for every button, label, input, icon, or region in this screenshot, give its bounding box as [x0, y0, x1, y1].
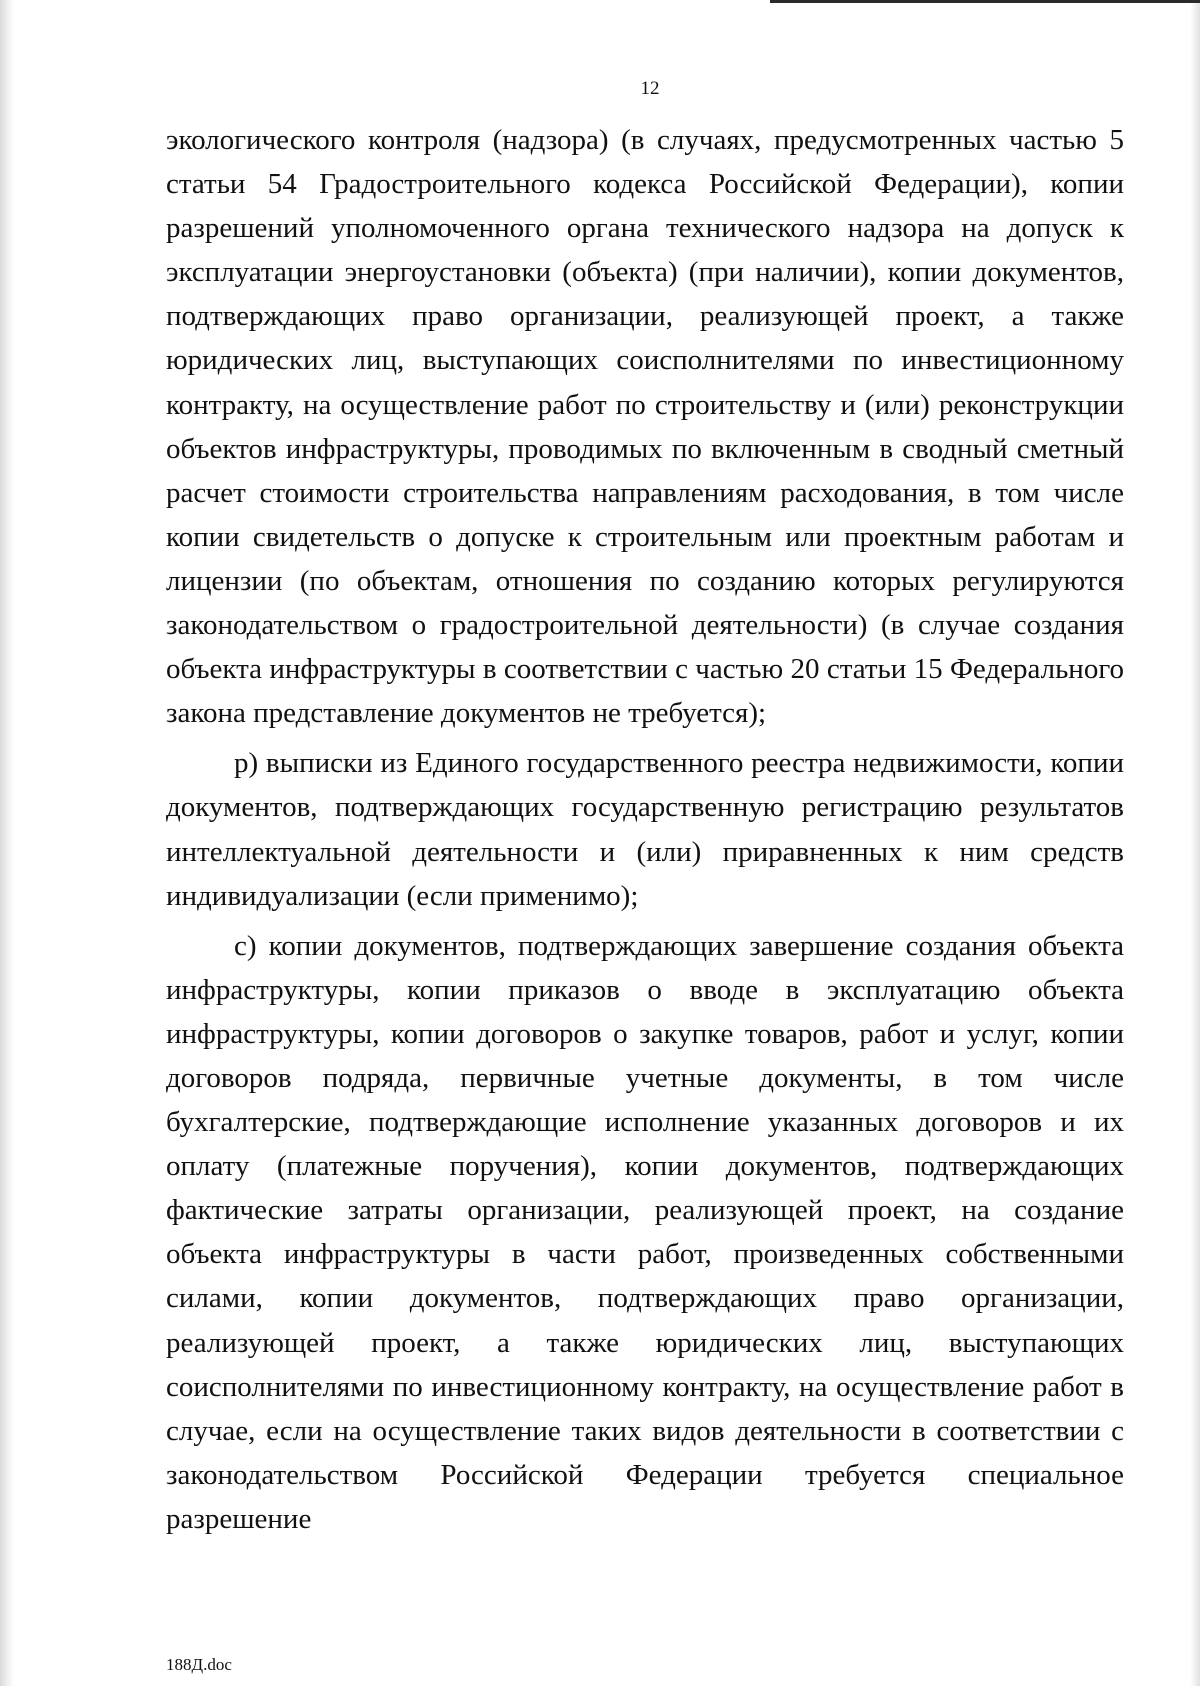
paragraph-continued: экологического контроля (надзора) (в случаях, предусмотренных частью 5 статьи 54 Градостроительного кодекса Российской Федерации), копии разрешений уполномоченного органа технического надзора на допуск к эксплуатации энергоустановки (объекта) (при наличии), копии документов, подтверждающих право организации, реализующей проект, а также юридических лиц, выступающих соисполнителями по инвестиционному контракту, на осуществление работ по строительству и (или) реконструкции объектов инфраструктуры, проводимых по включенным в сводный сметный расчет стоимости строительства направлениям расходования, в том числе копии свидетельств о допуске к строительным или проектным работам и лицензии (по объектам, отношения по созданию которых регулируются законодательством о градостроительной деятельности) (в случае создания объекта инфраструктуры в соответствии с частью 20 статьи 15 Федерального закона представление документов не требуется);: [166, 124, 1124, 730]
document-body: [166, 118, 1124, 1541]
paragraph-item-r: р) выписки из Единого государственного реестра недвижимости, копии документов, подтверждающих государственную регистрацию результатов интеллектуальной деятельности и (или) приравненных к ним средств индивидуализации (если применимо);: [166, 747, 1124, 912]
scan-shadow-left: [0, 0, 14, 1686]
top-edge-line: [770, 0, 1200, 3]
paragraph-item-s: с) копии документов, подтверждающих завершение создания объекта инфраструктуры, копии приказов о вводе в эксплуатацию объекта инфраструктуры, копии договоров о закупке товаров, работ и услуг, копии договоров подряда, первичные учетные документы, в том числе бухгалтерские, подтверждающие исполнение указанных договоров и их оплату (платежные поручения), копии документов, подтверждающих фактические затраты организации, реализующей проект, на создание объекта инфраструктуры в части работ, произведенных собственными силами, копии документов, подтверждающих право организации, реализующей проект, а также юридических лиц, выступающих соисполнителями по инвестиционному контракту, на осуществление работ в случае, если на осуществление таких видов деятельности в соответствии с законодательством Российской Федерации требуется специальное разрешение: [166, 929, 1124, 1535]
page-number: 12: [640, 78, 660, 99]
scan-shadow-right: [1190, 0, 1200, 1686]
footer-filename: 188Д.doc: [166, 1655, 232, 1674]
